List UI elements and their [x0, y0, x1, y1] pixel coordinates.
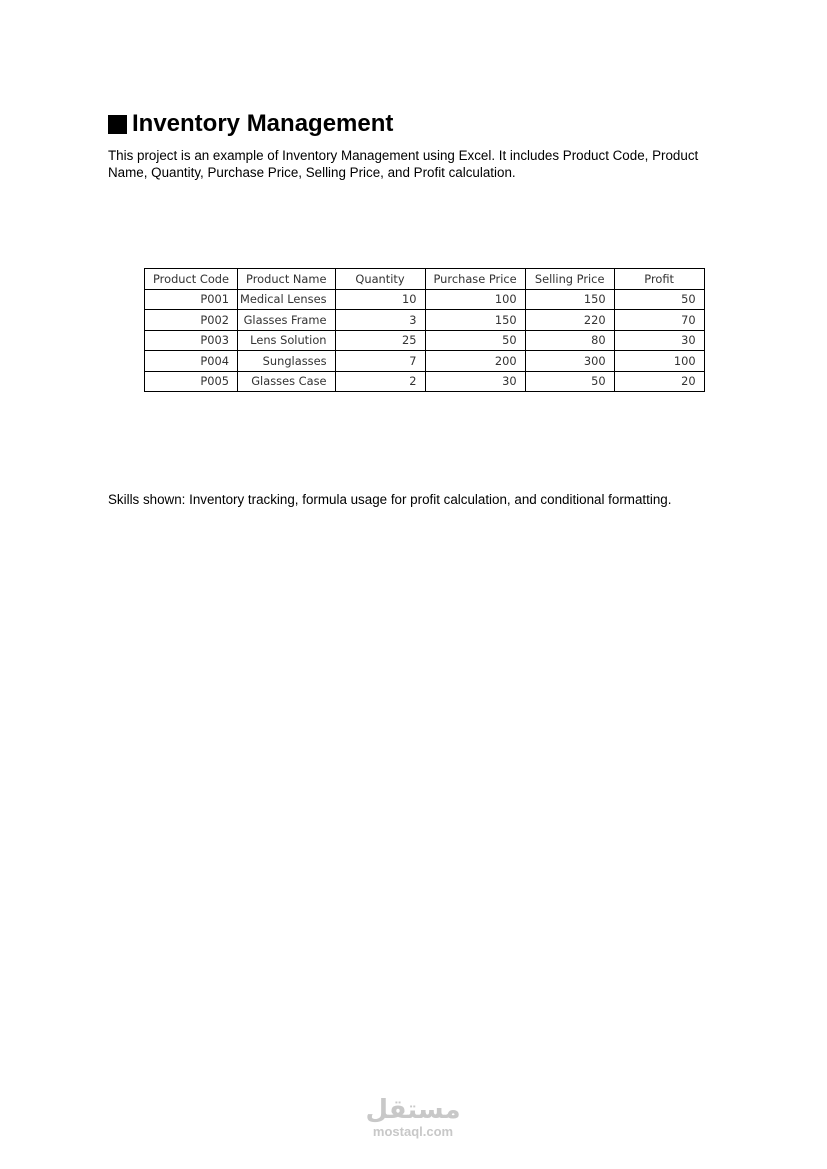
- cell-quantity: 7: [335, 351, 425, 372]
- cell-profit: 70: [614, 310, 704, 331]
- header-purchase-price: Purchase Price: [425, 269, 525, 290]
- header-profit: Profit: [614, 269, 704, 290]
- cell-product-code: P002: [145, 310, 238, 331]
- header-quantity: Quantity: [335, 269, 425, 290]
- table-row: [145, 351, 705, 372]
- cell-profit: 100: [614, 351, 704, 372]
- title-text: Inventory Management: [132, 110, 394, 137]
- square-bullet-icon: [108, 115, 127, 134]
- cell-quantity: 25: [335, 330, 425, 351]
- watermark-site: mostaql.com: [372, 1124, 454, 1139]
- cell-product-code: P005: [145, 371, 238, 392]
- cell-quantity: 3: [335, 310, 425, 331]
- inventory-table: [144, 268, 705, 392]
- cell-product-name: Glasses Case: [238, 371, 335, 392]
- page-title: [108, 110, 393, 138]
- cell-product-code: P001: [145, 289, 238, 310]
- header-product-name: Product Name: [238, 269, 335, 290]
- cell-profit: 30: [614, 330, 704, 351]
- cell-quantity: 2: [335, 371, 425, 392]
- table-header-row: [145, 269, 705, 290]
- table-row: [145, 330, 705, 351]
- cell-purchase-price: 100: [425, 289, 525, 310]
- cell-product-code: P004: [145, 351, 238, 372]
- watermark-logo: [362, 1095, 464, 1139]
- cell-profit: 20: [614, 371, 704, 392]
- cell-selling-price: 300: [525, 351, 614, 372]
- table-row: [145, 371, 705, 392]
- header-product-code: Product Code: [145, 269, 238, 290]
- cell-selling-price: 50: [525, 371, 614, 392]
- cell-purchase-price: 200: [425, 351, 525, 372]
- cell-purchase-price: 150: [425, 310, 525, 331]
- cell-product-name: Lens Solution: [238, 330, 335, 351]
- cell-purchase-price: 50: [425, 330, 525, 351]
- cell-profit: 50: [614, 289, 704, 310]
- table-row: [145, 289, 705, 310]
- cell-selling-price: 220: [525, 310, 614, 331]
- cell-product-code: P003: [145, 330, 238, 351]
- intro-paragraph: This project is an example of Inventory Management using Excel. It includes Product Code, Product Name, Quantity, Purchase Price, Selling Price, and Profit calculation.: [108, 148, 699, 180]
- skills-paragraph: Skills shown: Inventory tracking, formula usage for profit calculation, and conditional formatting.: [108, 492, 672, 507]
- cell-selling-price: 150: [525, 289, 614, 310]
- cell-product-name: Glasses Frame: [238, 310, 335, 331]
- table-row: [145, 310, 705, 331]
- cell-quantity: 10: [335, 289, 425, 310]
- cell-selling-price: 80: [525, 330, 614, 351]
- cell-product-name: Medical Lenses: [238, 289, 335, 310]
- watermark-arabic: مستقل: [365, 1095, 461, 1125]
- cell-product-name: Sunglasses: [238, 351, 335, 372]
- cell-purchase-price: 30: [425, 371, 525, 392]
- header-selling-price: Selling Price: [525, 269, 614, 290]
